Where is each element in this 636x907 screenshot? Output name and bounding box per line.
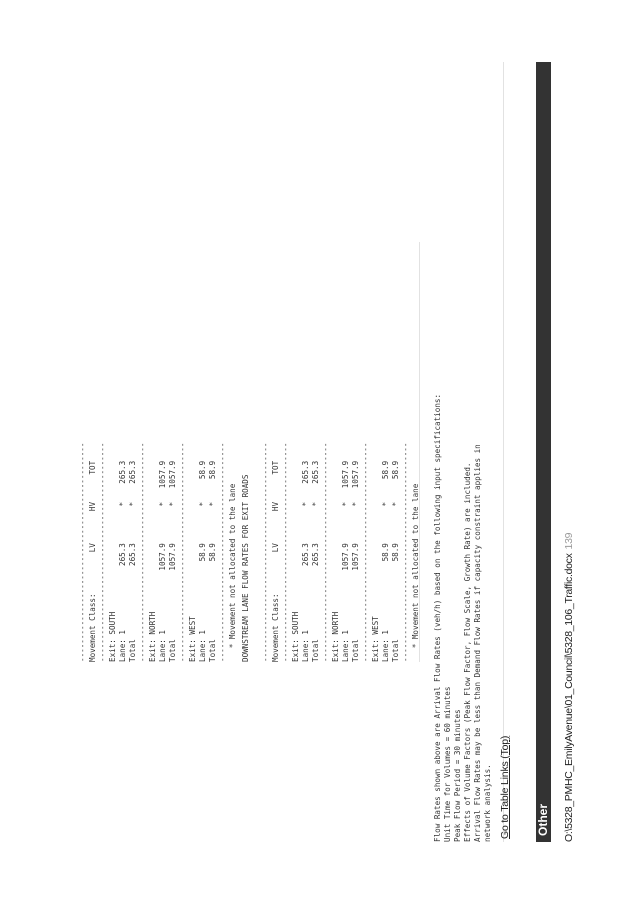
page-number: 139	[563, 532, 575, 550]
movement-flow-table: ------------------------------------------------ Movement Class: LV HV TOT ------------------------------------------------ Exit: SOUTH Lane: 1 265.3 * 265.3 Total 265.3 * 265.3 ------------------------------------------------ Exit: NORTH Lane: 1 1057.9 * 1057.9 Total 1057.9 * 1057.9 ------------------------------------------------ Exit: WEST Lane: 1 58.9 * 58.9 Total 58.9 * 58.9 ------------------------------------------------ * Movement not allocated to the lane	[78, 442, 237, 662]
flow-rate-notes: Flow Rates shown above are Arrival Flow Rates (veh/h) based on the following input specifications: Unit Time for Volumes = 60 minutes Peak Flow Period = 30 minutes Effects of Volume Factors (Peak Flow Factor, Flow Scale, Growth Rate) are included. Arrival Flow Rates may be less than Demand Flow Rates if capacity constraint applies in network analysis.	[433, 393, 492, 842]
document-path: O:\5328_PMHC_EmilyAvenue\01_Council\5328_106_Traffic.docx	[563, 553, 575, 842]
section-header-bar	[536, 62, 551, 842]
report-separator	[419, 242, 420, 662]
document-footer	[563, 533, 575, 842]
go-to-table-links-link[interactable]: Go to Table Links (Top)	[499, 735, 511, 839]
downstream-lane-flow-table: DOWNSTREAM LANE FLOW RATES FOR EXIT ROADS ------------------------------------------------ Movement Class: LV HV TOT ------------------------------------------------ Exit: SOUTH Lane: 1 265.3 * 265.3 Total 265.3 * 265.3 ------------------------------------------------ Exit: NORTH Lane: 1 1057.9 * 1057.9 Total 1057.9 * 1057.9 ------------------------------------------------ Exit: WEST Lane: 1 58.9 * 58.9 Total 58.9 * 58.9 ------------------------------------------------ * Movement not allocated to the lane	[241, 442, 420, 662]
section-separator	[503, 62, 504, 842]
section-title: Other	[536, 803, 550, 836]
